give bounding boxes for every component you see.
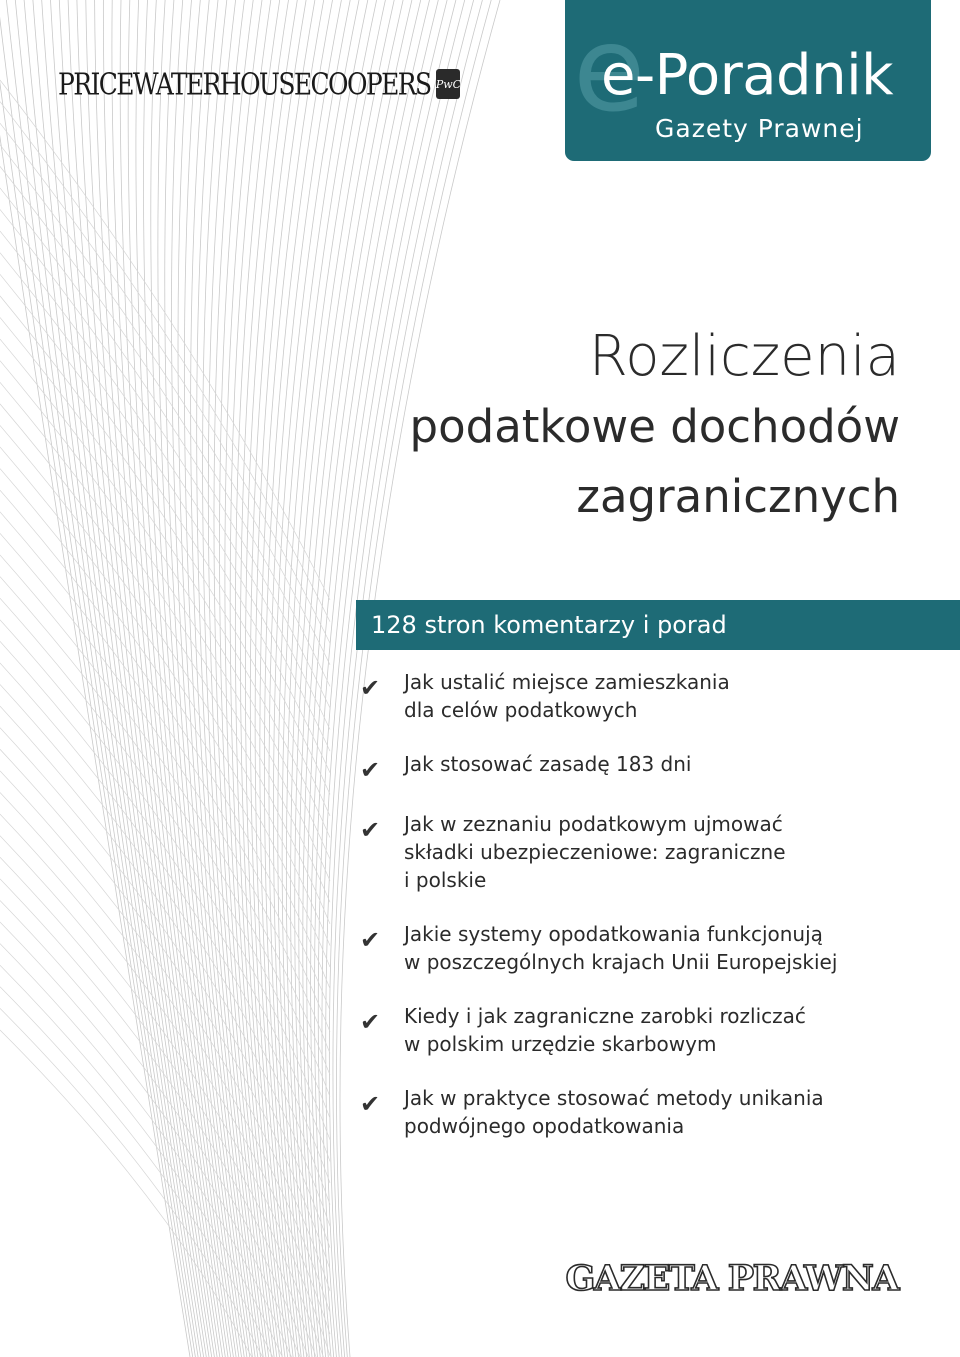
pricewaterhousecoopers-logo	[58, 64, 460, 104]
list-item-line: składki ubezpieczeniowe: zagraniczne	[404, 840, 786, 864]
checkmark-icon: ✔	[360, 1008, 381, 1036]
gazeta-prawna-logo: GAZETA PRAWNA	[565, 1258, 898, 1299]
eporadnik-subtitle: Gazety Prawnej	[655, 114, 864, 143]
checkmark-icon: ✔	[360, 926, 381, 954]
list-item-text	[404, 920, 837, 976]
checkmark-icon: ✔	[360, 674, 381, 702]
pages-info-bar: 128 stron komentarzy i porad	[356, 600, 960, 650]
list-item-line: Kiedy i jak zagraniczne zarobki rozliczać	[404, 1004, 806, 1028]
title-line-1: Rozliczenia	[588, 324, 900, 389]
checkmark-icon: ✔	[360, 816, 381, 844]
list-item	[360, 810, 940, 894]
eporadnik-title: e-Poradnik	[601, 43, 894, 108]
list-item	[360, 750, 940, 784]
list-item	[360, 1084, 940, 1140]
pwc-logo-text: PRICEWATERHOUSECOOPERS	[58, 66, 431, 102]
checkmark-icon: ✔	[360, 756, 381, 784]
eporadnik-big-e-letter: e	[573, 0, 646, 138]
list-item-line: Jakie systemy opodatkowania funkcjonują	[404, 922, 823, 946]
feature-list	[360, 668, 940, 1140]
list-item	[360, 668, 940, 724]
list-item	[360, 1002, 940, 1058]
title-line-2: podatkowe dochodów	[409, 400, 900, 453]
list-item-line: i polskie	[404, 868, 487, 892]
list-item-line: Jak stosować zasadę 183 dni	[404, 752, 692, 776]
list-item-text	[404, 1002, 806, 1058]
list-item-text	[404, 750, 691, 778]
list-item-line: w poszczególnych krajach Unii Europejskiej	[404, 950, 838, 974]
checkmark-icon: ✔	[360, 1090, 381, 1118]
list-item-line: Jak w praktyce stosować metody unikania	[404, 1086, 824, 1110]
list-item	[360, 920, 940, 976]
list-item-line: w polskim urzędzie skarbowym	[404, 1032, 717, 1056]
list-item-text	[404, 1084, 824, 1140]
list-item-line: Jak w zeznaniu podatkowym ujmować	[404, 812, 783, 836]
list-item-line: Jak ustalić miejsce zamieszkania	[404, 670, 730, 694]
list-item-line: dla celów podatkowych	[404, 698, 638, 722]
list-item-text	[404, 668, 730, 724]
list-item-line: podwójnego opodatkowania	[404, 1114, 685, 1138]
title-line-3: zagranicznych	[576, 470, 900, 523]
list-item-text	[404, 810, 786, 894]
document-title	[410, 322, 900, 532]
eporadnik-badge	[565, 0, 931, 161]
pwc-logo-mark: PwC	[436, 69, 460, 99]
